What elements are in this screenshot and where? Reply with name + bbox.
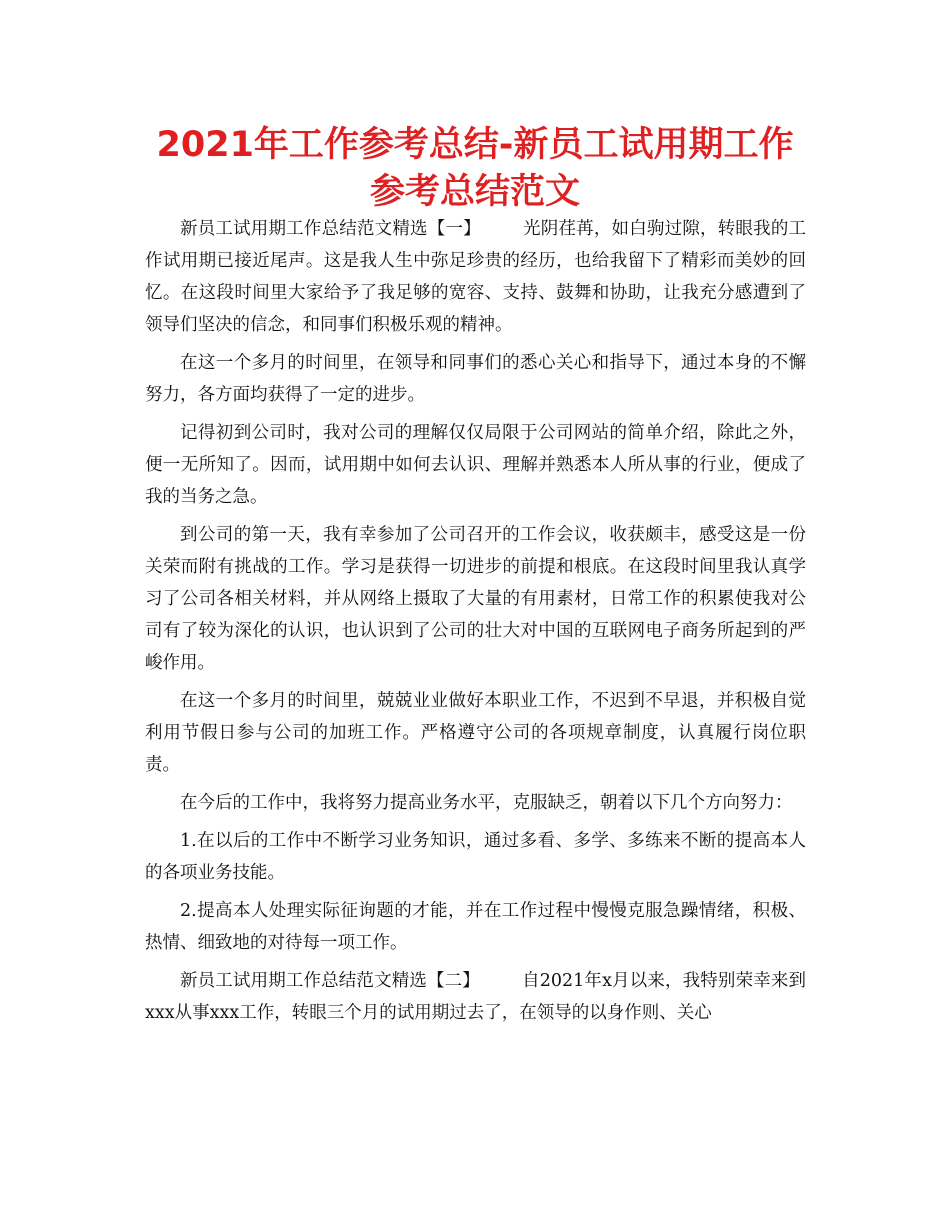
list-item-1: 1.在以后的工作中不断学习业务知识，通过多看、多学、多练来不断的提高本人的各项业务技能。 [145,831,806,883]
section-heading-1: 新员工试用期工作总结范文精选【一】 [180,219,481,239]
list-item-2: 2.提高本人处理实际征询题的才能，并在工作过程中慢慢克服急躁情绪，积极、热情、细致地的对待每一项工作。 [145,901,806,953]
document-title: 2021年工作参考总结-新员工试用期工作参考总结范文 [156,125,794,212]
paragraph-6: 在今后的工作中，我将努力提高业务水平，克服缺乏，朝着以下几个方向努力： [180,793,793,813]
document-body [145,213,806,1035]
section-heading-2: 新员工试用期工作总结范文精选【二】 [180,971,480,991]
paragraph-9: 新员工试用期工作总结范文精选【二】 自2021年x月以来，我特别荣幸来到xxx从事xxx工作，转眼三个月的试用期过去了，在领导的以身作则、关心 [145,971,807,1023]
paragraph-2: 在这一个多月的时间里，在领导和同事们的悉心关心和指导下，通过本身的不懈努力，各方面均获得了一定的进步。 [145,353,806,405]
paragraph-1: 新员工试用期工作总结范文精选【一】 光阴荏苒，如白驹过隙，转眼我的工作试用期已接近尾声。这是我人生中弥足珍贵的经历，也给我留下了精彩而美妙的回忆。在这段时间里大家给予了我足够的宽容、支持、鼓舞和协助，让我充分感遭到了领导们坚决的信念，和同事们积极乐观的精神。 [145,219,807,335]
paragraph-5: 在这一个多月的时间里，兢兢业业做好本职业工作，不迟到不早退，并积极自觉利用节假日参与公司的加班工作。严格遵守公司的各项规章制度，认真履行岗位职责。 [145,691,806,775]
paragraph-4: 到公司的第一天，我有幸参加了公司召开的工作会议，收获颇丰，感受这是一份关荣而附有挑战的工作。学习是获得一切进步的前提和根底。在这段时间里我认真学习了公司各相关材料，并从网络上摄取了大量的有用素材，日常工作的积累使我对公司有了较为深化的认识，也认识到了公司的壮大对中国的互联网电子商务所起到的严峻作用。 [145,525,806,673]
paragraph-3: 记得初到公司时，我对公司的理解仅仅局限于公司网站的简单介绍，除此之外，便一无所知了。因而，试用期中如何去认识、理解并熟悉本人所从事的行业，便成了我的当务之急。 [145,423,806,507]
